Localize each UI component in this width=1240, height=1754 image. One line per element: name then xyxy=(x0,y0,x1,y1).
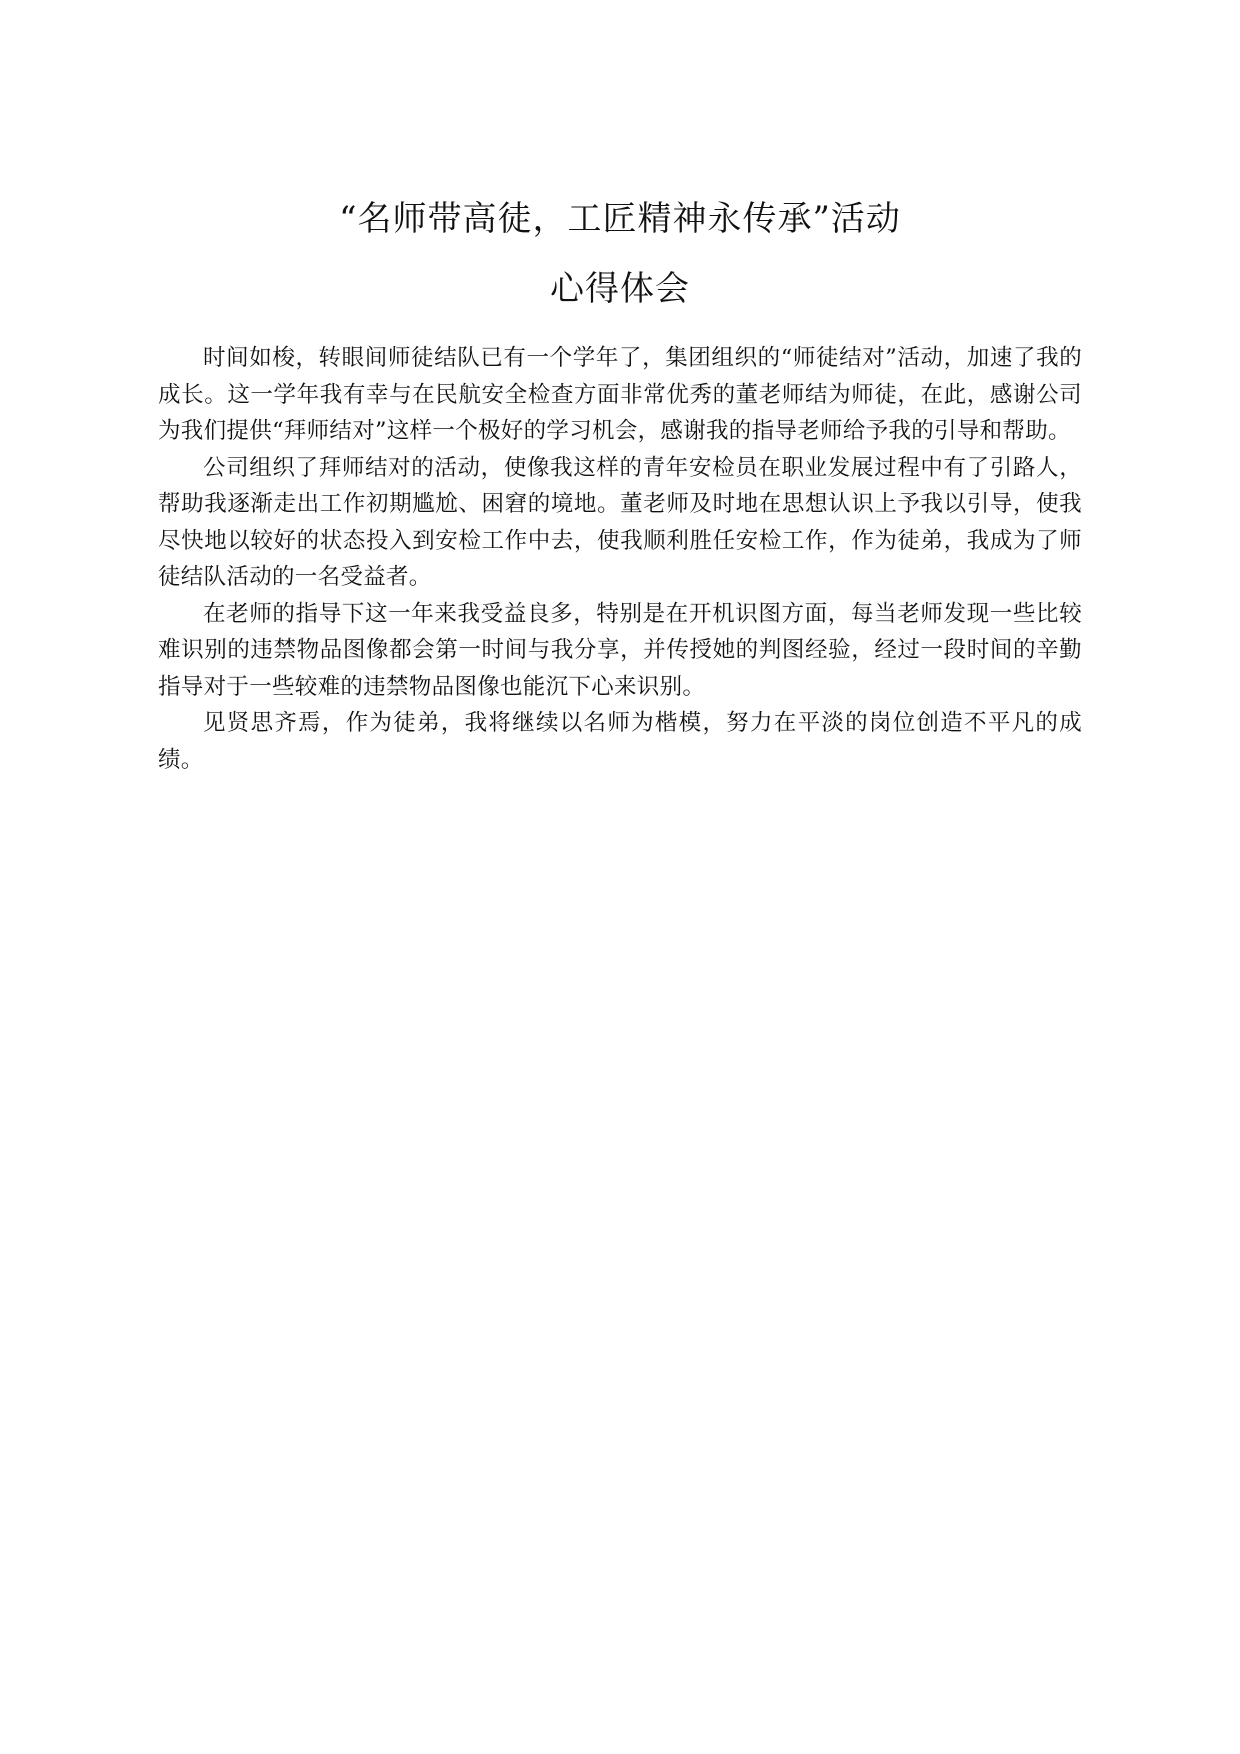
paragraph-1: 时间如梭，转眼间师徒结队已有一个学年了，集团组织的“师徒结对”活动，加速了我的成长。这一学年我有幸与在民航安全检查方面非常优秀的董老师结为师徒，在此，感谢公司为我们提供“拜师结对”这样一个极好的学习机会，感谢我的指导老师给予我的引导和帮助。 xyxy=(158,345,1082,444)
document-body xyxy=(158,340,1082,778)
paragraph-3: 在老师的指导下这一年来我受益良多，特别是在开机识图方面，每当老师发现一些比较难识别的违禁物品图像都会第一时间与我分享，并传授她的判图经验，经过一段时间的辛勤指导对于一些较难的违禁物品图像也能沉下心来识别。 xyxy=(158,600,1082,700)
title-block xyxy=(0,184,1240,324)
paragraph-4: 见贤思齐焉，作为徒弟，我将继续以名师为楷模，努力在平淡的岗位创造不平凡的成绩。 xyxy=(158,710,1082,773)
document-title: “名师带高徒，工匠精神永传承”活动 xyxy=(339,199,901,239)
paragraph-2: 公司组织了拜师结对的活动，使像我这样的青年安检员在职业发展过程中有了引路人，帮助我逐渐走出工作初期尴尬、困窘的境地。董老师及时地在思想认识上予我以引导，使我尽快地以较好的状态投入到安检工作中去，使我顺利胜任安检工作，作为徒弟，我成为了师徒结队活动的一名受益者。 xyxy=(158,454,1082,590)
document-subtitle: 心得体会 xyxy=(550,269,690,309)
